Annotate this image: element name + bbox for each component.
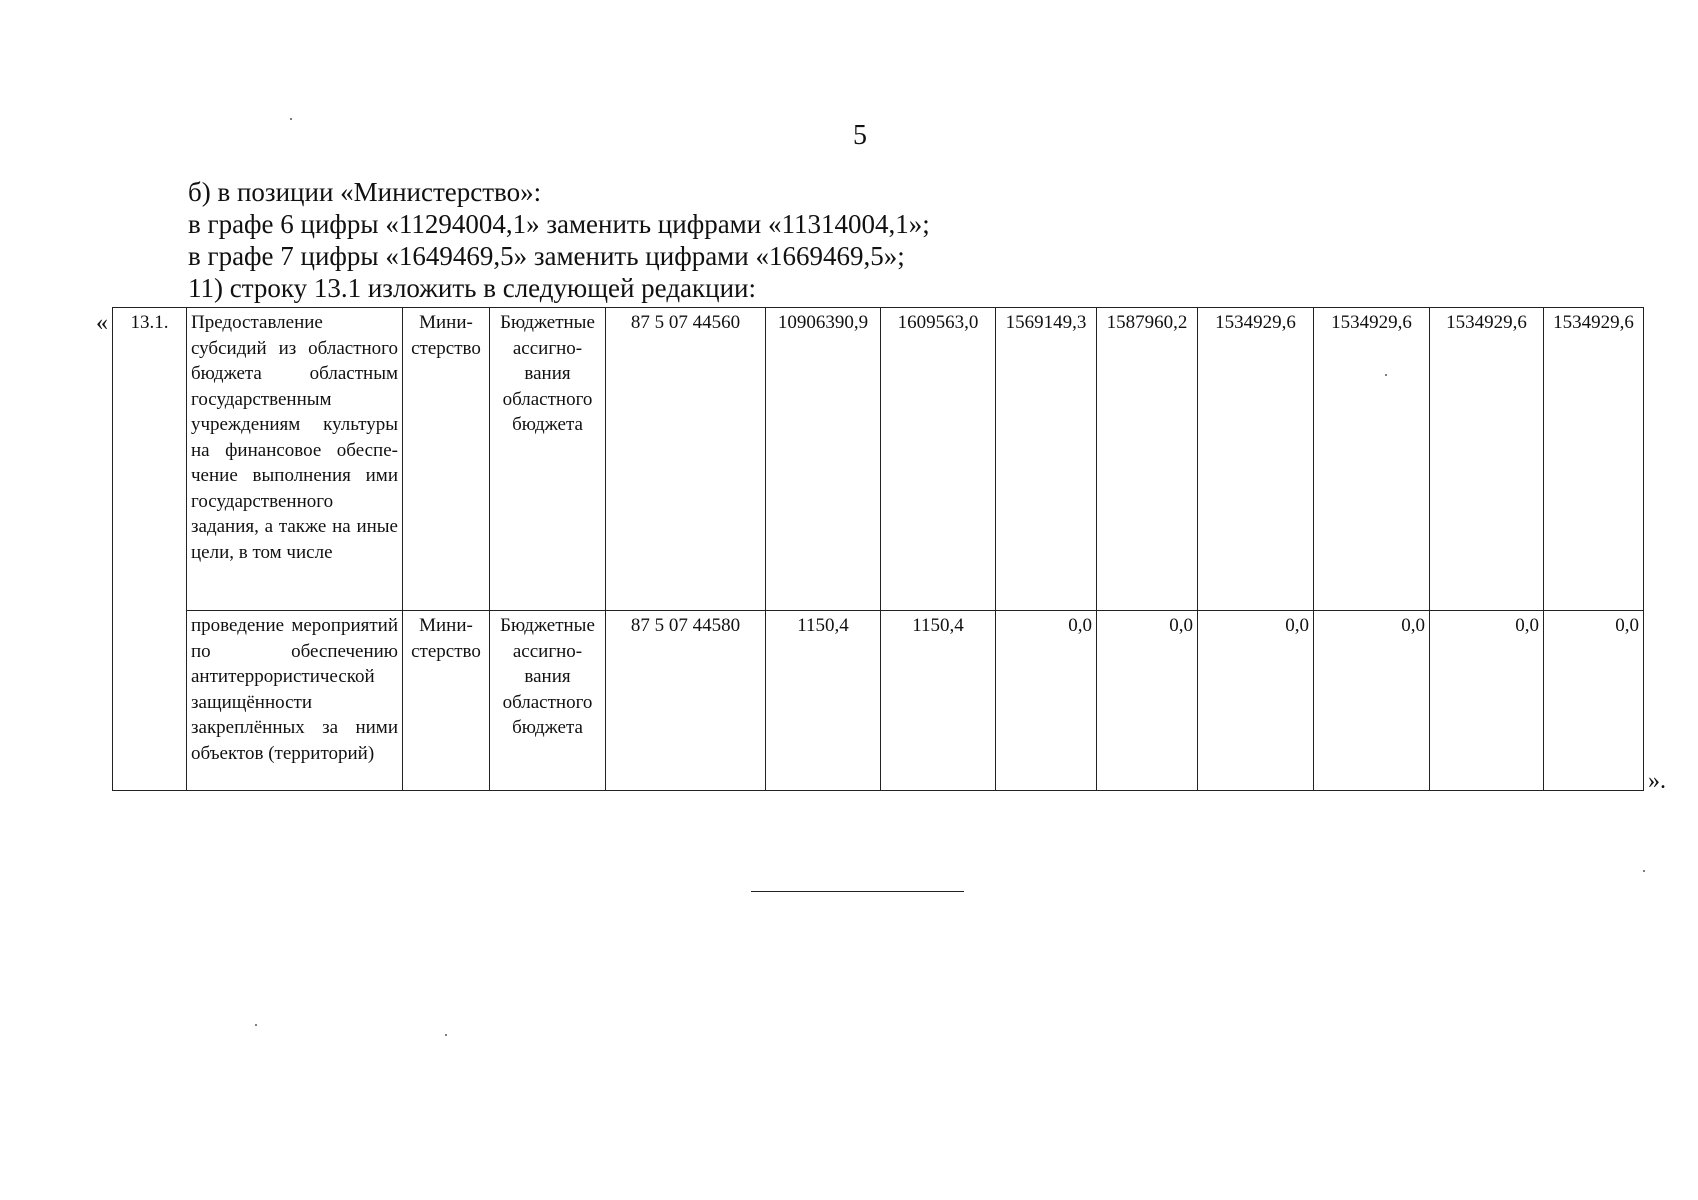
intro-line: 11) строку 13.1 изложить в следующей редакции: <box>188 273 757 303</box>
end-rule <box>751 891 964 892</box>
value-cell: 1569149,3 <box>996 308 1097 611</box>
description-cell: проведение мероприятий по обеспечению антитеррористической защищённости закреплённых за ними объектов (территорий) <box>187 611 403 791</box>
value-cell: 0,0 <box>996 611 1097 791</box>
value-cell: 1534929,6 <box>1198 308 1314 611</box>
scan-speck <box>1643 870 1645 872</box>
scan-speck <box>445 1034 447 1036</box>
closing-quote: ». <box>1648 768 1666 794</box>
intro-line: в графе 7 цифры «1649469,5» заменить цифрами «1669469,5»; <box>188 241 905 271</box>
value-cell: 1150,4 <box>881 611 996 791</box>
value-cell: 0,0 <box>1314 611 1430 791</box>
value-cell: 1534929,6 <box>1544 308 1644 611</box>
value-cell: 1534929,6 <box>1314 308 1430 611</box>
table-row <box>113 308 1644 611</box>
budget-code-cell: 87 5 07 44560 <box>606 308 766 611</box>
value-cell: 1534929,6 <box>1430 308 1544 611</box>
funding-source-cell: Бюджетные ассигнования областного бюджета <box>490 611 606 791</box>
value-cell: 0,0 <box>1198 611 1314 791</box>
opening-quote: « <box>96 310 108 336</box>
amendment-intro <box>188 176 930 304</box>
funding-source-cell: Бюджетные ассигнования областного бюджета <box>490 308 606 611</box>
value-cell: 0,0 <box>1430 611 1544 791</box>
value-cell: 1150,4 <box>766 611 881 791</box>
scan-speck <box>255 1024 257 1026</box>
value-cell: 1587960,2 <box>1097 308 1198 611</box>
intro-line: в графе 6 цифры «11294004,1» заменить цифрами «11314004,1»; <box>188 209 930 239</box>
page-number: 5 <box>853 120 867 151</box>
description-cell: Предоставление субсидий из областного бюджета областным государственным учреждениям культуры на финансовое обеспечение выполнения ими государственного задания, а также на иные цели, в том числе <box>187 308 403 611</box>
value-cell: 10906390,9 <box>766 308 881 611</box>
budget-code-cell: 87 5 07 44580 <box>606 611 766 791</box>
row-number-cell: 13.1. <box>113 308 187 791</box>
executor-cell: Министерство <box>403 308 490 611</box>
value-cell: 1609563,0 <box>881 308 996 611</box>
value-cell: 0,0 <box>1544 611 1644 791</box>
intro-line: б) в позиции «Министерство»: <box>188 177 542 207</box>
table-row <box>113 611 1644 791</box>
amendment-table <box>112 307 1644 791</box>
scan-speck <box>1385 374 1387 376</box>
value-cell: 0,0 <box>1097 611 1198 791</box>
scan-speck <box>290 118 292 120</box>
executor-cell: Министерство <box>403 611 490 791</box>
